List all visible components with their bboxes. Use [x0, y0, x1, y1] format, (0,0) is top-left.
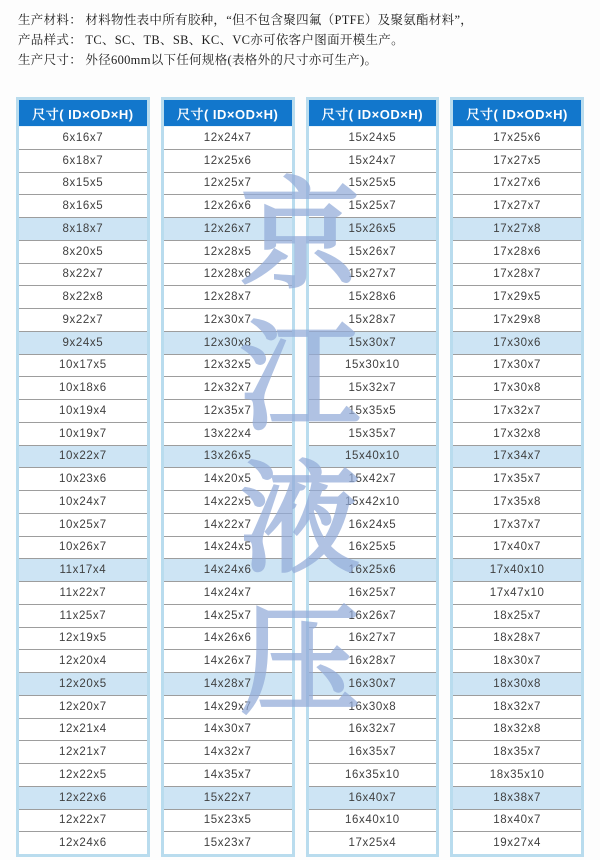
size-cell: 16x24x5 — [309, 513, 437, 536]
size-cell: 8x22x7 — [19, 263, 147, 286]
size-cell: 15x30x7 — [309, 331, 437, 354]
size-cell: 10x23x6 — [19, 467, 147, 490]
production-notes — [18, 10, 592, 70]
size-cell: 15x35x7 — [309, 422, 437, 445]
size-cell: 15x40x10 — [309, 445, 437, 468]
size-cell: 15x26x5 — [309, 217, 437, 240]
size-cell: 12x22x7 — [19, 809, 147, 832]
size-cell: 14x22x7 — [164, 513, 292, 536]
size-cell: 17x32x7 — [453, 399, 581, 422]
size-cell: 18x38x7 — [453, 786, 581, 809]
size-cell: 14x26x6 — [164, 627, 292, 650]
size-cell: 10x26x7 — [19, 536, 147, 559]
size-cell: 13x22x4 — [164, 422, 292, 445]
watermark-character: 江 — [240, 309, 360, 448]
size-cell: 12x20x7 — [19, 695, 147, 718]
size-cell: 12x26x7 — [164, 217, 292, 240]
size-cell: 17x30x8 — [453, 376, 581, 399]
size-cell: 10x25x7 — [19, 513, 147, 536]
size-cell: 14x26x7 — [164, 649, 292, 672]
size-cell: 16x25x5 — [309, 536, 437, 559]
size-cell: 17x29x5 — [453, 285, 581, 308]
size-cell: 12x24x7 — [164, 127, 292, 149]
size-table-4 — [450, 97, 584, 857]
size-cell: 14x24x6 — [164, 558, 292, 581]
size-cell: 12x32x5 — [164, 354, 292, 377]
size-cell: 12x21x7 — [19, 740, 147, 763]
size-cell: 16x28x7 — [309, 649, 437, 672]
size-cell: 15x25x7 — [309, 194, 437, 217]
size-cell: 12x30x8 — [164, 331, 292, 354]
size-cell: 14x22x5 — [164, 490, 292, 513]
size-cell: 17x30x6 — [453, 331, 581, 354]
size-cell: 11x25x7 — [19, 604, 147, 627]
size-table-3 — [306, 97, 440, 857]
size-cell: 12x30x7 — [164, 308, 292, 331]
size-cell: 15x24x7 — [309, 149, 437, 172]
size-cell: 18x25x7 — [453, 604, 581, 627]
size-table-body — [453, 127, 581, 854]
size-cell: 8x16x5 — [19, 194, 147, 217]
size-cell: 18x32x8 — [453, 718, 581, 741]
size-cell: 12x28x7 — [164, 285, 292, 308]
size-cell: 17x35x7 — [453, 467, 581, 490]
size-cell: 16x26x7 — [309, 604, 437, 627]
size-cell: 14x28x7 — [164, 672, 292, 695]
size-cell: 15x22x7 — [164, 786, 292, 809]
size-cell: 17x47x10 — [453, 581, 581, 604]
size-cell: 14x35x7 — [164, 763, 292, 786]
size-cell: 17x25x4 — [309, 831, 437, 854]
note-product-style: 产品样式： TC、SC、TB、SB、KC、VC亦可依客户图面开模生产。 — [18, 33, 404, 47]
size-cell: 15x25x5 — [309, 172, 437, 195]
size-cell: 15x42x7 — [309, 467, 437, 490]
size-cell: 10x19x7 — [19, 422, 147, 445]
size-cell: 16x35x10 — [309, 763, 437, 786]
size-cell: 16x25x6 — [309, 558, 437, 581]
size-cell: 8x20x5 — [19, 240, 147, 263]
note-production-size: 生产尺寸： 外径600mm以下任何规格(表格外的尺寸亦可生产)。 — [18, 53, 378, 67]
size-cell: 17x32x8 — [453, 422, 581, 445]
size-cell: 11x17x4 — [19, 558, 147, 581]
size-cell: 15x32x7 — [309, 376, 437, 399]
size-cell: 8x18x7 — [19, 217, 147, 240]
size-cell: 18x35x7 — [453, 740, 581, 763]
size-cell: 10x22x7 — [19, 445, 147, 468]
size-cell: 10x17x5 — [19, 354, 147, 377]
size-cell: 16x25x7 — [309, 581, 437, 604]
size-cell: 12x20x5 — [19, 672, 147, 695]
size-cell: 14x24x5 — [164, 536, 292, 559]
size-cell: 14x20x5 — [164, 467, 292, 490]
size-tables — [16, 97, 584, 857]
watermark-character: 压 — [240, 593, 360, 732]
size-table-body — [164, 127, 292, 854]
size-cell: 17x30x7 — [453, 354, 581, 377]
size-cell: 15x28x6 — [309, 285, 437, 308]
size-cell: 16x40x10 — [309, 809, 437, 832]
size-cell: 17x40x7 — [453, 536, 581, 559]
size-cell: 12x32x7 — [164, 376, 292, 399]
size-cell: 12x21x4 — [19, 718, 147, 741]
size-table-2 — [161, 97, 295, 857]
size-cell: 15x27x7 — [309, 263, 437, 286]
size-table-body — [19, 127, 147, 854]
size-cell: 14x32x7 — [164, 740, 292, 763]
size-cell: 17x27x7 — [453, 194, 581, 217]
size-cell: 17x25x6 — [453, 127, 581, 149]
size-cell: 18x32x7 — [453, 695, 581, 718]
size-cell: 8x15x5 — [19, 172, 147, 195]
size-cell: 12x28x6 — [164, 263, 292, 286]
size-cell: 16x27x7 — [309, 627, 437, 650]
size-cell: 17x28x7 — [453, 263, 581, 286]
size-cell: 18x35x10 — [453, 763, 581, 786]
size-cell: 17x34x7 — [453, 445, 581, 468]
size-cell: 11x22x7 — [19, 581, 147, 604]
size-cell: 12x26x6 — [164, 194, 292, 217]
size-cell: 17x27x8 — [453, 217, 581, 240]
size-cell: 12x22x5 — [19, 763, 147, 786]
size-cell: 14x30x7 — [164, 718, 292, 741]
size-cell: 12x35x7 — [164, 399, 292, 422]
note-production-material: 生产材料： 材料物性表中所有胶种，“但不包含聚四氟（PTFE）及聚氨酯材料”， — [18, 13, 474, 27]
watermark-character: 京 — [240, 167, 360, 306]
size-cell: 12x25x7 — [164, 172, 292, 195]
size-cell: 15x35x5 — [309, 399, 437, 422]
size-cell: 16x30x8 — [309, 695, 437, 718]
size-cell: 18x28x7 — [453, 627, 581, 650]
size-cell: 18x30x8 — [453, 672, 581, 695]
size-cell: 15x42x10 — [309, 490, 437, 513]
size-table-body — [309, 127, 437, 854]
size-cell: 9x22x7 — [19, 308, 147, 331]
size-cell: 12x28x5 — [164, 240, 292, 263]
size-cell: 17x35x8 — [453, 490, 581, 513]
size-cell: 13x26x5 — [164, 445, 292, 468]
size-cell: 10x19x4 — [19, 399, 147, 422]
size-cell: 12x24x6 — [19, 831, 147, 854]
size-cell: 18x40x7 — [453, 809, 581, 832]
size-cell: 12x19x5 — [19, 627, 147, 650]
size-cell: 15x24x5 — [309, 127, 437, 149]
size-cell: 17x28x6 — [453, 240, 581, 263]
size-cell: 16x35x7 — [309, 740, 437, 763]
size-cell: 9x24x5 — [19, 331, 147, 354]
size-cell: 15x30x10 — [309, 354, 437, 377]
size-cell: 6x18x7 — [19, 149, 147, 172]
size-cell: 15x23x7 — [164, 831, 292, 854]
watermark-character: 液 — [240, 451, 360, 590]
size-table-header: 尺寸( ID×OD×H) — [453, 100, 581, 127]
size-table-header: 尺寸( ID×OD×H) — [164, 100, 292, 127]
size-cell: 17x40x10 — [453, 558, 581, 581]
size-cell: 16x40x7 — [309, 786, 437, 809]
size-cell: 14x24x7 — [164, 581, 292, 604]
size-cell: 12x25x6 — [164, 149, 292, 172]
size-cell: 15x23x5 — [164, 809, 292, 832]
size-table-header: 尺寸( ID×OD×H) — [19, 100, 147, 127]
size-cell: 10x18x6 — [19, 376, 147, 399]
size-cell: 19x27x4 — [453, 831, 581, 854]
size-cell: 10x24x7 — [19, 490, 147, 513]
size-cell: 14x25x7 — [164, 604, 292, 627]
size-cell: 12x20x4 — [19, 649, 147, 672]
size-table-header: 尺寸( ID×OD×H) — [309, 100, 437, 127]
size-cell: 15x26x7 — [309, 240, 437, 263]
size-cell: 8x22x8 — [19, 285, 147, 308]
size-cell: 16x30x7 — [309, 672, 437, 695]
size-cell: 17x27x5 — [453, 149, 581, 172]
size-cell: 17x29x8 — [453, 308, 581, 331]
size-cell: 15x28x7 — [309, 308, 437, 331]
size-cell: 6x16x7 — [19, 127, 147, 149]
size-cell: 12x22x6 — [19, 786, 147, 809]
size-cell: 18x30x7 — [453, 649, 581, 672]
size-table-1 — [16, 97, 150, 857]
size-cell: 16x32x7 — [309, 718, 437, 741]
size-cell: 17x27x6 — [453, 172, 581, 195]
size-cell: 14x29x7 — [164, 695, 292, 718]
size-cell: 17x37x7 — [453, 513, 581, 536]
